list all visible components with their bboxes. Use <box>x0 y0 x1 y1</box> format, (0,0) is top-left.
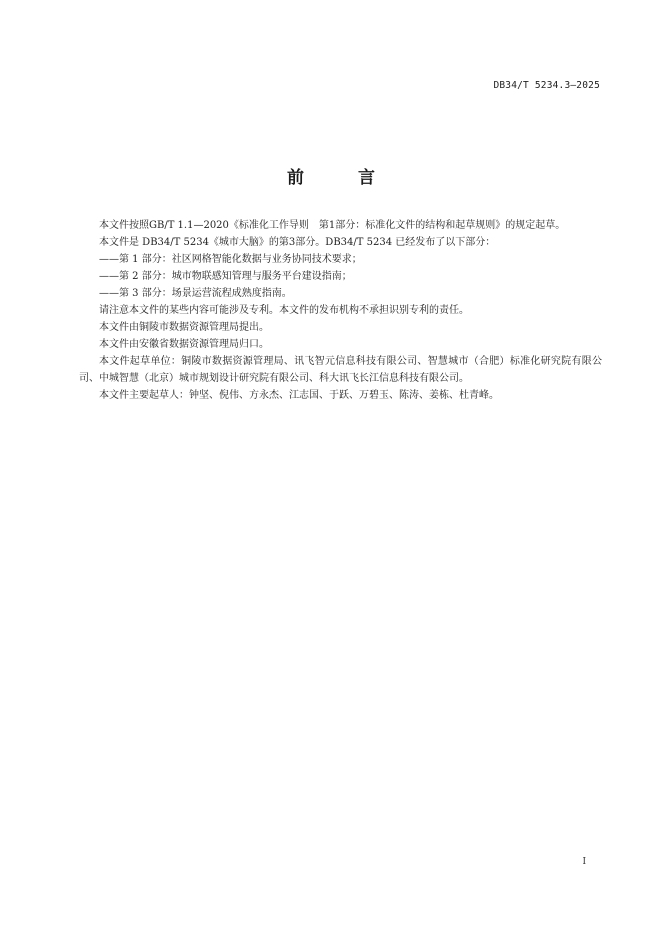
page-number: I <box>582 857 586 867</box>
foreword-title: 前 言 <box>287 168 399 188</box>
paragraph-patent-notice: 请注意本文件的某些内容可能涉及专利。本文件的发布机构不承担识别专利的责任。 <box>99 305 469 316</box>
list-item-part-3: ——第 3 部分：场景运营流程成熟度指南。 <box>99 288 292 299</box>
standard-code-header: DB34/T 5234.3—2025 <box>493 80 600 91</box>
list-item-part-2: ——第 2 部分：城市物联感知管理与服务平台建设指南； <box>99 271 352 282</box>
paragraph-part-info: 本文件是 DB34/T 5234《城市大脑》的第3部分。DB34/T 5234 已经发布了以下部分： <box>99 237 496 248</box>
list-item-part-1: ——第 1 部分：社区网格智能化数据与业务协同技术要求； <box>99 254 362 265</box>
paragraph-drafting-units: 本文件起草单位：铜陵市数据资源管理局、讯飞智元信息科技有限公司、智慧城市（合肥）标准化研究院有限公司、中城智慧（北京）城市规划设计研究院有限公司、科大讯飞长江信息科技有限公司。 <box>79 356 602 384</box>
paragraph-proposer: 本文件由铜陵市数据资源管理局提出。 <box>99 322 269 333</box>
paragraph-drafting-rules: 本文件按照GB/T 1.1—2020《标准化工作导则 第1部分：标准化文件的结构和起草规则》的规定起草。 <box>99 220 566 231</box>
paragraph-main-drafters: 本文件主要起草人：钟坚、倪伟、方永杰、江志国、于跃、万碧玉、陈涛、姜栋、杜青峰。 <box>99 390 499 401</box>
foreword-body <box>79 217 602 404</box>
paragraph-centralized-by: 本文件由安徽省数据资源管理局归口。 <box>99 339 269 350</box>
